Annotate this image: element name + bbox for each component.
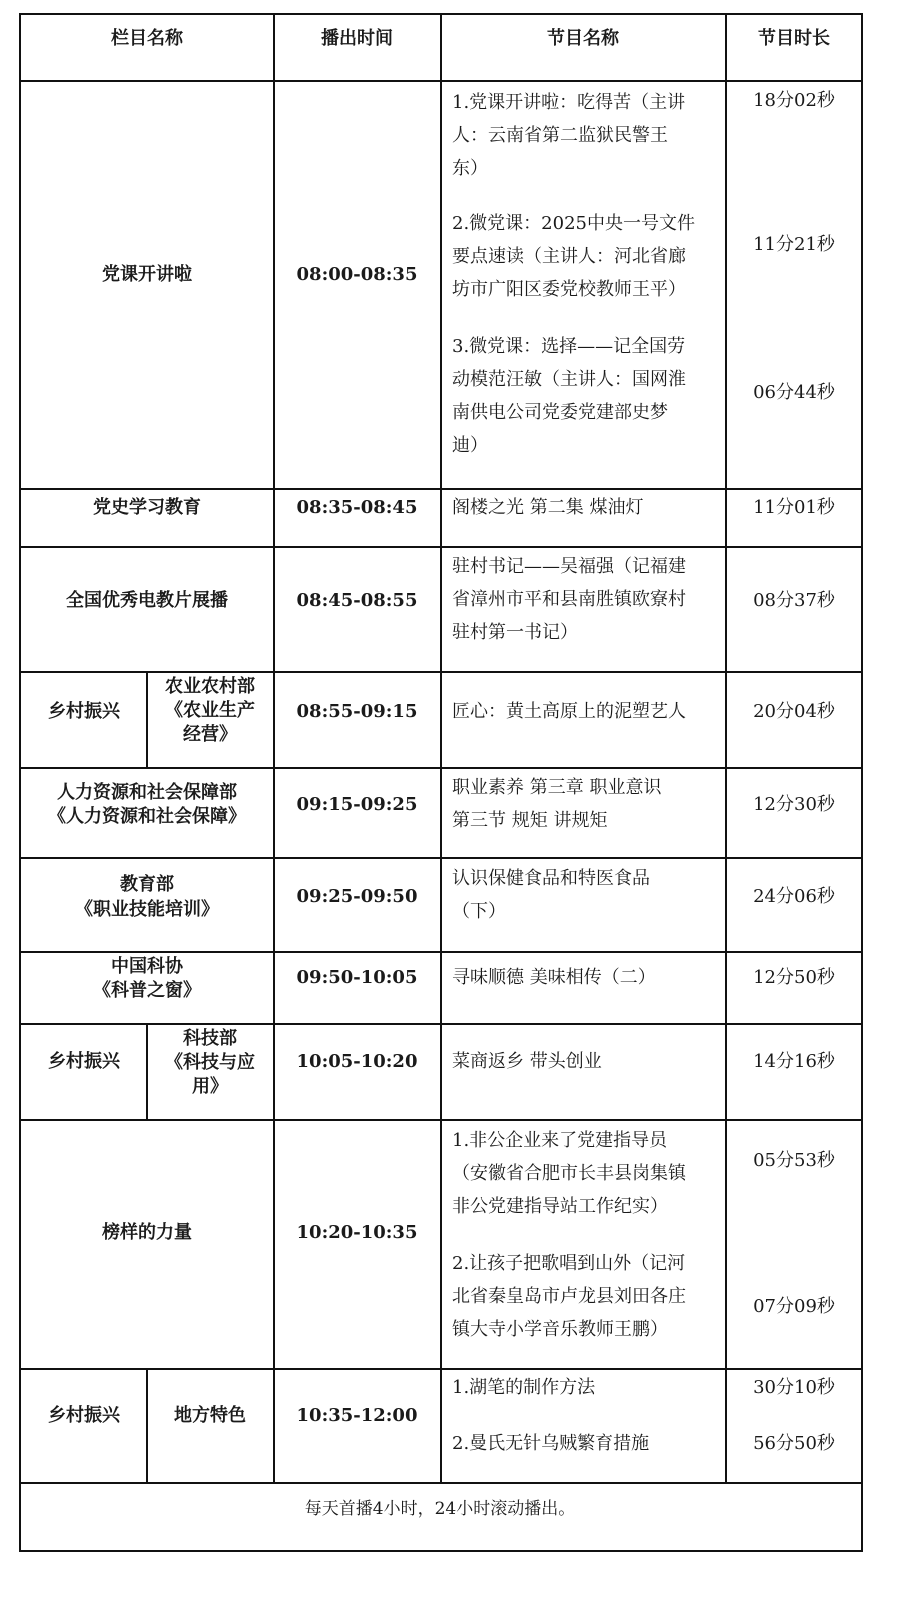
air-time-cell: 09:25-09:50 [296,886,418,907]
column-divider [725,13,727,1484]
table-border-right [861,13,863,1552]
category-cell: 乡村振兴 [48,701,120,722]
program-line: 职业素养 第三章 职业意识 [452,777,662,798]
program-line: 阁楼之光 第二集 煤油灯 [452,497,644,518]
duration-cell: 06分44秒 [753,382,835,403]
air-time-cell: 08:55-09:15 [296,701,418,722]
sub-column-divider [146,1023,148,1121]
program-line: 要点速读（主讲人：河北省廊 [452,246,686,267]
program-line: 2.让孩子把歌唱到山外（记河 [452,1253,686,1274]
column-line: 中国科协 [111,956,183,977]
duration-cell: 05分53秒 [753,1150,835,1171]
sub-column-cell: 地方特色 [174,1405,246,1426]
header-air-time: 播出时间 [321,28,393,49]
duration-cell: 14分16秒 [753,1051,835,1072]
program-line: 1.非公企业来了党建指导员 [452,1130,668,1151]
duration-cell: 07分09秒 [753,1296,835,1317]
column-divider [273,13,275,1484]
column-line: 教育部 [120,874,174,895]
program-line: （安徽省合肥市长丰县岗集镇 [452,1163,686,1184]
air-time-cell: 09:15-09:25 [296,794,418,815]
program-line: 迪） [452,435,488,456]
sub-column-divider [146,1368,148,1484]
column-line: 《人力资源和社会保障》 [48,806,246,827]
column-cell: 党课开讲啦 [102,264,192,285]
program-line: 南供电公司党委党建部史梦 [452,402,668,423]
duration-cell: 24分06秒 [753,886,835,907]
sub-column-divider [146,671,148,769]
column-line: 人力资源和社会保障部 [57,782,237,803]
air-time-cell: 10:05-10:20 [296,1051,418,1072]
table-border-bottom [19,1550,863,1552]
program-line: 1.湖笔的制作方法 [452,1377,596,1398]
header-duration: 节目时长 [758,28,830,49]
air-time-cell: 10:20-10:35 [296,1222,418,1243]
duration-cell: 18分02秒 [753,90,835,111]
program-line: 匠心：黄土高原上的泥塑艺人 [452,701,686,722]
duration-cell: 12分50秒 [753,967,835,988]
column-line: 《职业技能培训》 [75,899,219,920]
program-line: 1.党课开讲啦：吃得苦（主讲 [452,92,686,113]
program-line: 驻村书记——吴福强（记福建 [452,556,686,577]
sub-column-line: 用》 [192,1076,228,1097]
program-line: 菜商返乡 带头创业 [452,1051,602,1072]
duration-cell: 12分30秒 [753,794,835,815]
program-line: 2.微党课：2025中央一号文件 [452,213,695,234]
program-line: 省漳州市平和县南胜镇欧寮村 [452,589,686,610]
footer-note: 每天首播4小时，24小时滚动播出。 [304,1499,576,1519]
duration-cell: 11分21秒 [753,234,835,255]
category-cell: 乡村振兴 [48,1051,120,1072]
header-program-name: 节目名称 [547,28,619,49]
sub-column-line: 科技部 [183,1028,237,1049]
duration-cell: 56分50秒 [753,1433,835,1454]
sub-column-line: 农业农村部 [165,676,255,697]
program-line: 第三节 规矩 讲规矩 [452,810,608,831]
program-line: 驻村第一书记） [452,622,578,643]
table-border-left [19,13,21,1552]
sub-column-line: 经营》 [183,724,237,745]
category-cell: 乡村振兴 [48,1405,120,1426]
duration-cell: 08分37秒 [753,590,835,611]
duration-cell: 20分04秒 [753,701,835,722]
column-divider [440,13,442,1484]
column-cell: 榜样的力量 [102,1222,192,1243]
air-time-cell: 09:50-10:05 [296,967,418,988]
sub-column-line: 《农业生产 [165,700,255,721]
column-line: 《科普之窗》 [93,980,201,1001]
program-line: 坊市广阳区委党校教师王平） [452,279,686,300]
program-line: 东） [452,158,488,179]
program-line: 认识保健食品和特医食品 [452,868,650,889]
program-line: 寻味顺德 美味相传（二） [452,967,656,988]
air-time-cell: 10:35-12:00 [296,1405,418,1426]
program-line: 镇大寺小学音乐教师王鹏） [452,1319,668,1340]
air-time-cell: 08:00-08:35 [296,264,418,285]
duration-cell: 11分01秒 [753,497,835,518]
duration-cell: 30分10秒 [753,1377,835,1398]
program-line: 人：云南省第二监狱民警王 [452,125,668,146]
air-time-cell: 08:35-08:45 [296,497,418,518]
column-cell: 党史学习教育 [93,497,201,518]
program-line: 3.微党课：选择——记全国劳 [452,336,686,357]
column-cell: 全国优秀电教片展播 [66,590,228,611]
header-column-name: 栏目名称 [111,28,183,49]
program-line: 2.曼氏无针乌贼繁育措施 [452,1433,650,1454]
program-line: 非公党建指导站工作纪实） [452,1196,668,1217]
sub-column-line: 《科技与应 [165,1052,255,1073]
air-time-cell: 08:45-08:55 [296,590,418,611]
program-line: 北省秦皇岛市卢龙县刘田各庄 [452,1286,686,1307]
program-line: 动模范汪敏（主讲人：国网淮 [452,369,686,390]
program-line: （下） [452,901,506,922]
